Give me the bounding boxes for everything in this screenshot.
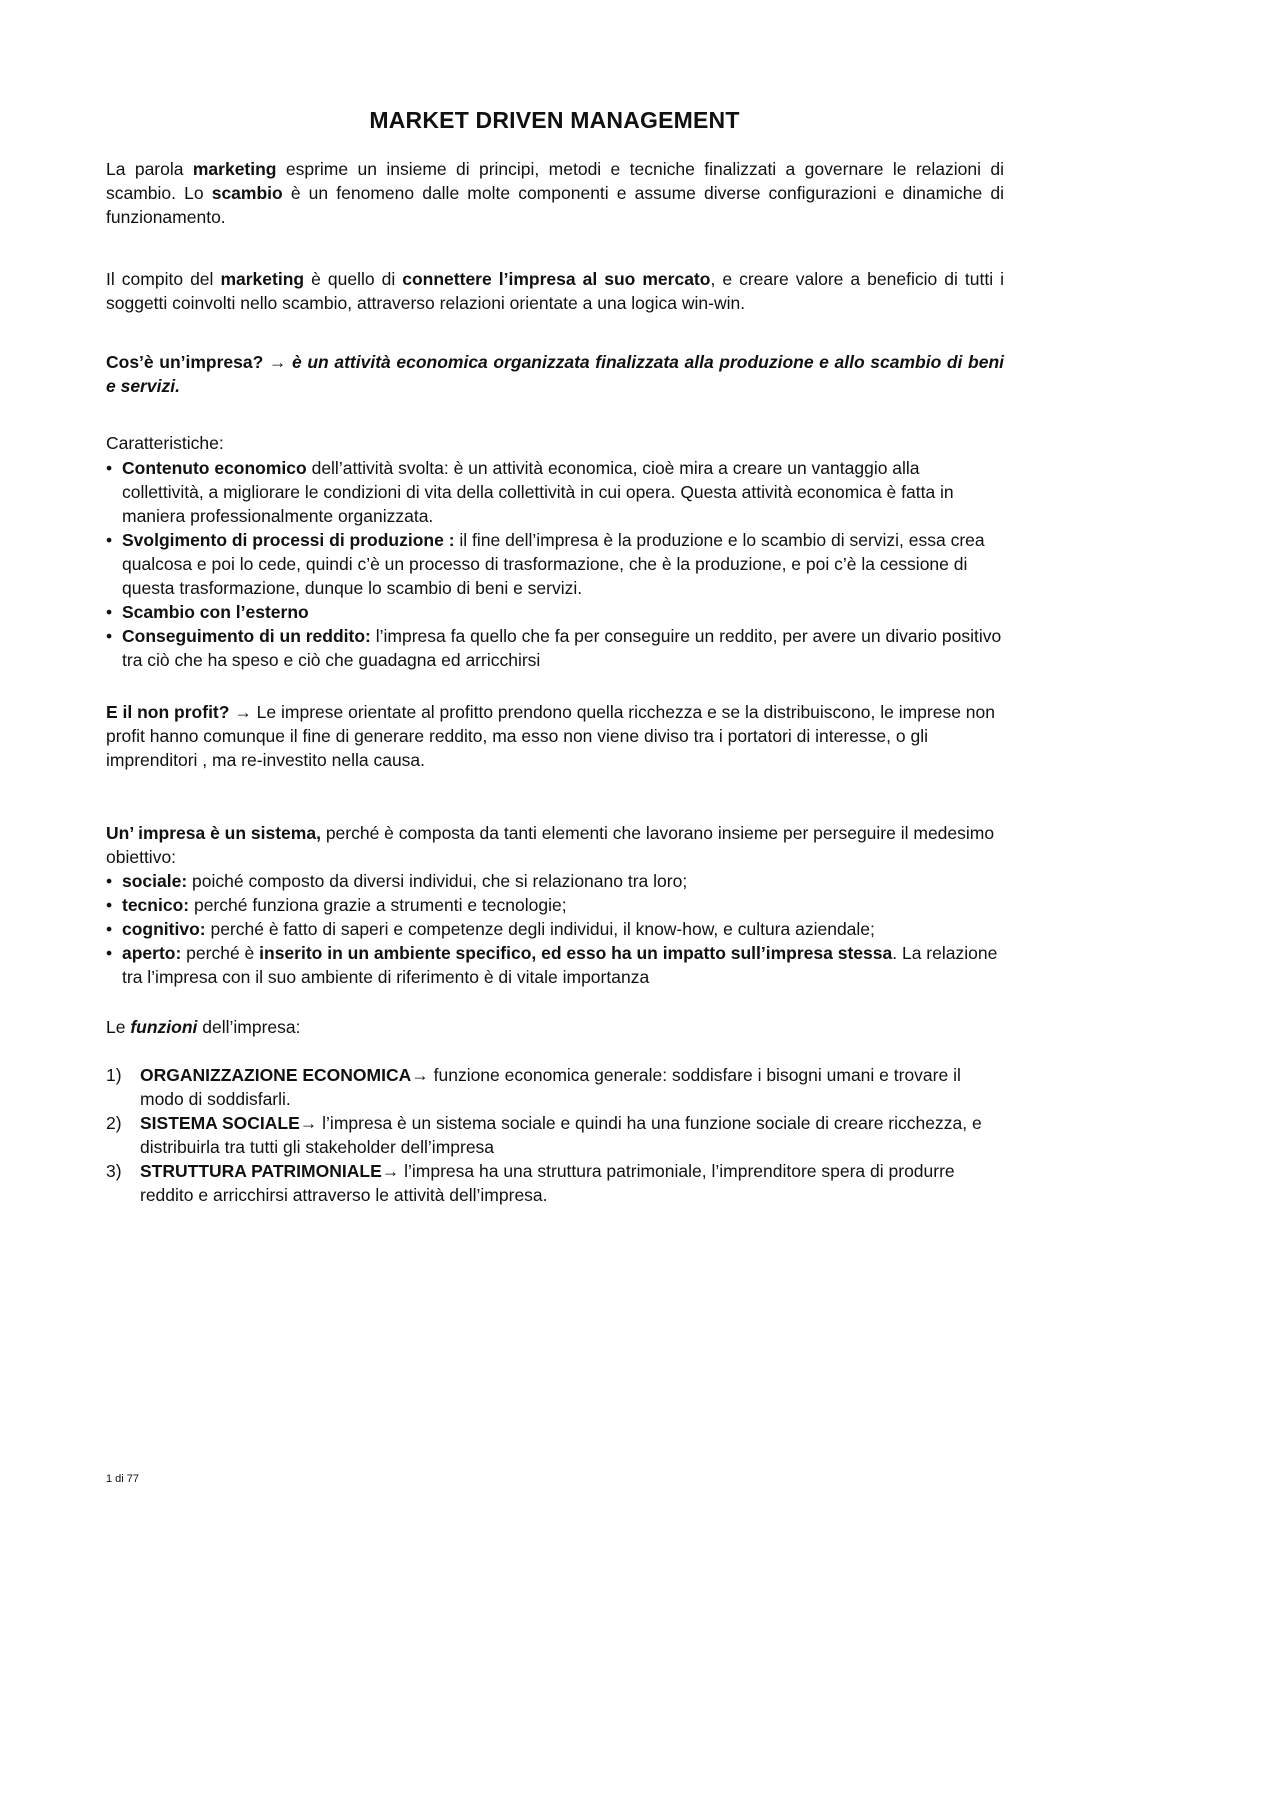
system-item-text: perché funziona grazie a strumenti e tecnologie; [189, 895, 567, 915]
list-item [106, 1063, 1006, 1111]
definition-impresa [106, 350, 1004, 398]
text-run: è quello di [304, 269, 403, 289]
system-paragraph [106, 821, 1004, 869]
list-item [106, 917, 1006, 941]
nonprofit-term: E il non profit? [106, 702, 230, 722]
system-item-text: . La relazione tra l’impresa con il suo ambiente di riferimento è di vitale importanza [122, 943, 998, 987]
functions-list [106, 1063, 1006, 1207]
list-item [106, 600, 1006, 624]
functions-heading [106, 1015, 1004, 1039]
text-run: La parola [106, 159, 193, 179]
function-text: funzione economica generale: soddisfare i bisogni umani e trovare il modo di soddisfarli. [140, 1065, 961, 1109]
functions-emphasis: funzioni [130, 1017, 198, 1037]
function-text: l’impresa è un sistema sociale e quindi ha una funzione sociale di creare ricchezza, e distribuirla tra tutti gli stakeholder dell’impresa [140, 1113, 982, 1157]
text-run: , e creare valore a beneficio di tutti i soggetti coinvolti nello scambio, attraverso relazioni orientate a una logica win-win. [106, 269, 1004, 313]
list-item [106, 869, 1006, 893]
text-run: dell’impresa: [197, 1017, 301, 1037]
intro-paragraph-marketing [106, 157, 1004, 229]
page-number: 1 di 77 [106, 1473, 140, 1485]
item-number: 1) [106, 1065, 122, 1085]
list-item [106, 1159, 1006, 1207]
text-run: Il compito del [106, 269, 221, 289]
bold-term-scambio: scambio [211, 183, 283, 203]
item-number: 2) [106, 1113, 122, 1133]
intro-paragraph-compito [106, 267, 1004, 315]
feature-term: Svolgimento di processi di produzione : [122, 530, 455, 550]
system-list [106, 869, 1006, 989]
system-item-term: cognitivo: [122, 919, 206, 939]
list-item [106, 456, 1006, 528]
system-item-text: poiché composto da diversi individui, che si relazionano tra loro; [187, 871, 688, 891]
item-number: 3) [106, 1161, 122, 1181]
feature-text: dell’attività svolta: è un attività economica, cioè mira a creare un vantaggio alla collettività, a migliorare le condizioni di vita della collettività in cui opera. Questa attività economica è fatta in maniera professionalmente organizzata. [122, 458, 954, 526]
feature-text: l’impresa fa quello che fa per conseguire un reddito, per avere un divario positivo tra ciò che ha speso e ciò che guadagna ed arricchirsi [122, 626, 1002, 670]
list-item [106, 893, 1006, 917]
bold-term-marketing: marketing [192, 159, 277, 179]
system-item-term: tecnico: [122, 895, 190, 915]
function-term: ORGANIZZAZIONE ECONOMICA→ [140, 1065, 429, 1085]
system-item-term: aperto: [122, 943, 182, 963]
system-item-text: perché è [181, 943, 260, 963]
feature-term: Contenuto economico [122, 458, 307, 478]
text-run: è un fenomeno dalle molte componenti e assume diverse configurazioni e dinamiche di funzionamento. [106, 183, 1004, 227]
system-item-term: sociale: [122, 871, 188, 891]
list-item [106, 624, 1006, 672]
text-run: esprime un insieme di principi, metodi e tecniche finalizzati a governare le relazioni di scambio. Lo [106, 159, 1004, 203]
system-text: perché è composta da tanti elementi che lavorano insieme per perseguire il medesimo obiettivo: [106, 823, 995, 867]
nonprofit-paragraph [106, 700, 1004, 772]
list-item [106, 528, 1006, 600]
bold-term-marketing: marketing [220, 269, 305, 289]
definition-question: Cos’è un’impresa? → [106, 352, 293, 372]
features-heading: Caratteristiche: [106, 433, 224, 453]
system-item-text: perché è fatto di saperi e competenze degli individui, il know-how, e cultura aziendale; [205, 919, 875, 939]
feature-term: Conseguimento di un reddito: [122, 626, 371, 646]
function-text: l’impresa ha una struttura patrimoniale, l’imprenditore spera di produrre reddito e arricchirsi attraverso le attività dell’impresa. [140, 1161, 955, 1205]
feature-text: il fine dell’impresa è la produzione e lo scambio di servizi, essa crea qualcosa e poi lo cede, quindi c’è un processo di trasformazione, che è la produzione, e poi c’è la cessione di questa trasformazione, dunque lo scambio di beni e servizi. [122, 530, 985, 598]
page-title: MARKET DRIVEN MANAGEMENT [369, 107, 740, 133]
list-item [106, 941, 1006, 989]
list-item [106, 1111, 1006, 1159]
system-item-emphasis: inserito in un ambiente specifico, ed esso ha un impatto sull’impresa stessa [259, 943, 893, 963]
function-term: SISTEMA SOCIALE→ [140, 1113, 318, 1133]
text-run: Le [106, 1017, 131, 1037]
bold-phrase-connettere: connettere l’impresa al suo mercato [402, 269, 711, 289]
features-list [106, 456, 1006, 672]
feature-term: Scambio con l’esterno [122, 602, 309, 622]
definition-answer: è un attività economica organizzata finalizzata alla produzione e allo scambio di beni e servizi. [106, 352, 1004, 396]
function-term: STRUTTURA PATRIMONIALE→ [140, 1161, 400, 1181]
system-term: Un’ impresa è un sistema, [106, 823, 321, 843]
nonprofit-text: → Le imprese orientate al profitto prendono quella ricchezza e se la distribuiscono, le imprese non profit hanno comunque il fine di generare reddito, ma esso non viene diviso tra i portatori di interesse, o gli imprenditori , ma re-investito nella causa. [106, 702, 996, 770]
